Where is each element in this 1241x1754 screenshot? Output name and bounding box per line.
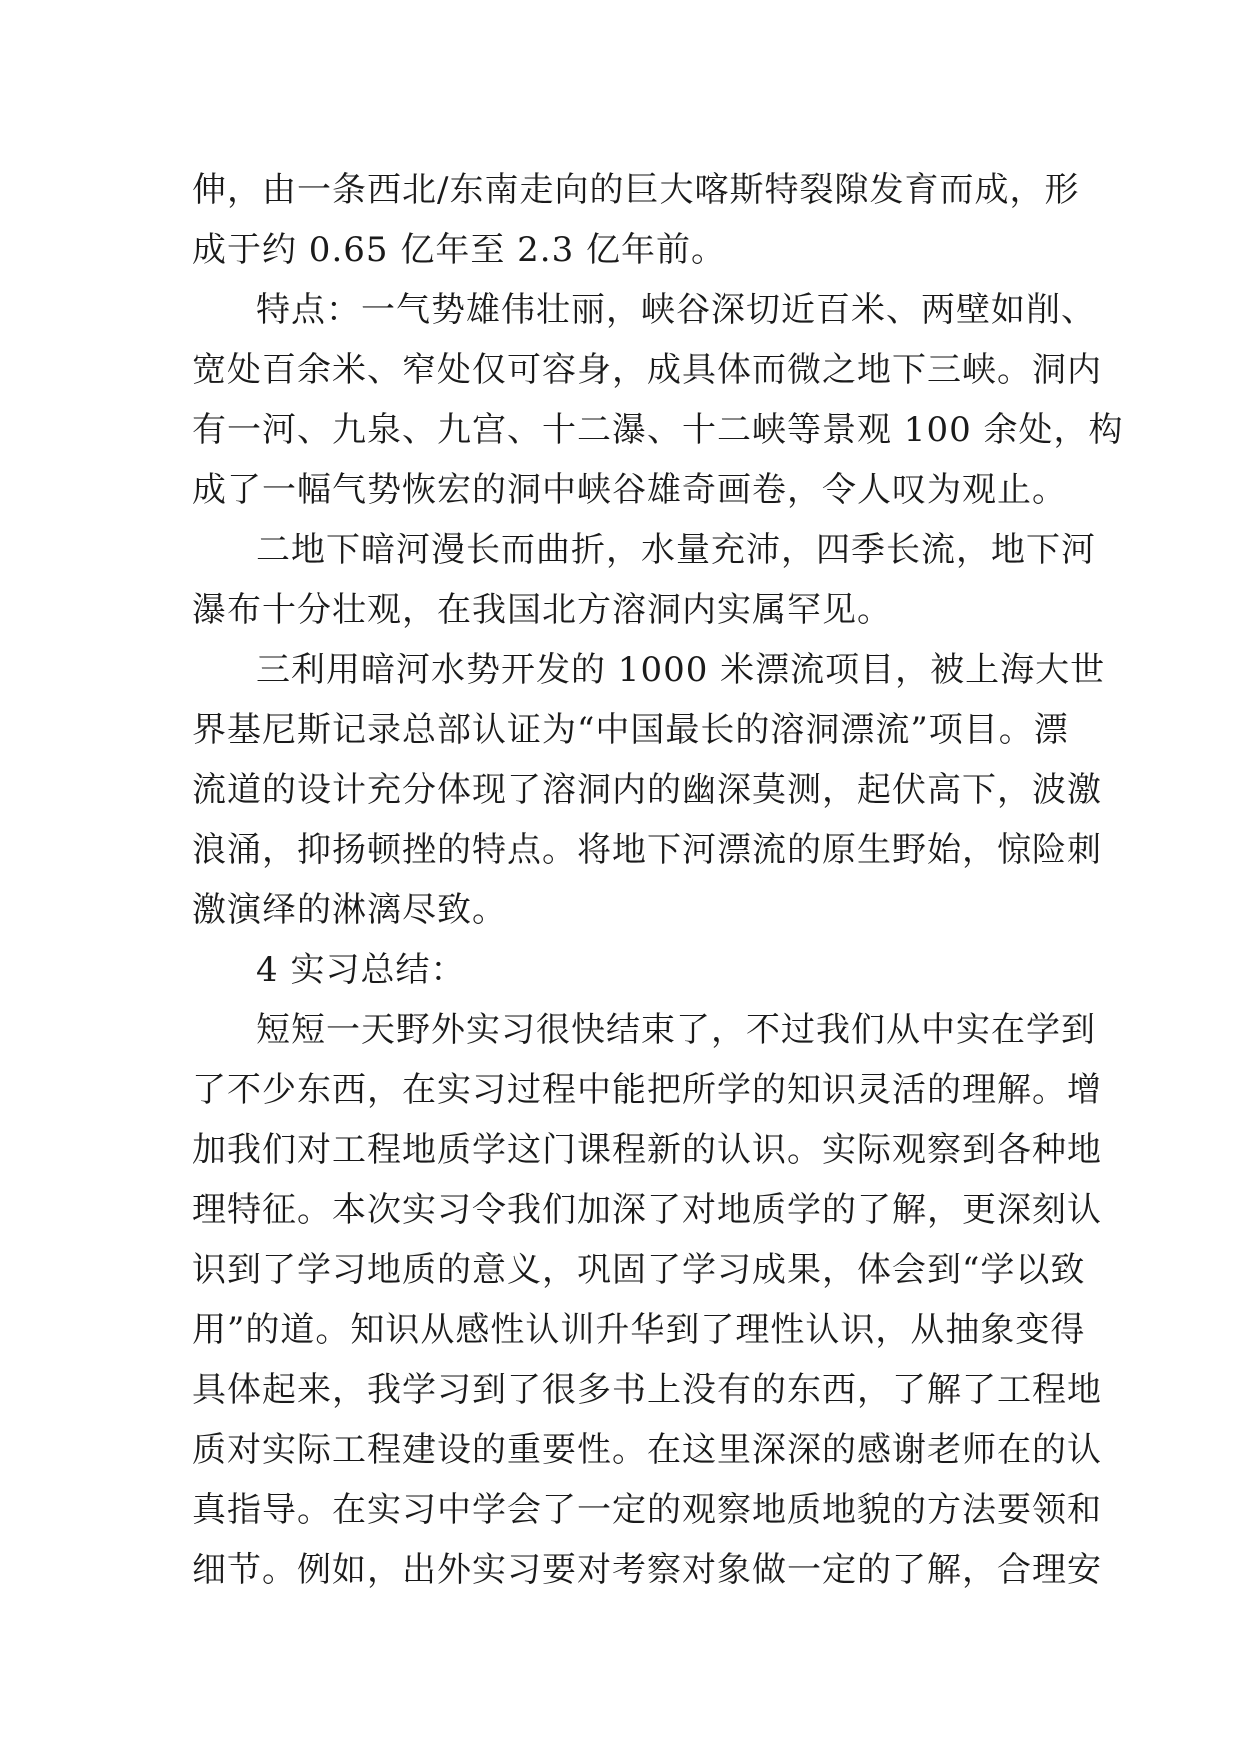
paragraph-start-line: 三利用暗河水势开发的 1000 米漂流项目，被上海大世	[256, 650, 1106, 690]
text-line: 界基尼斯记录总部认证为“中国最长的溶洞漂流”项目。漂	[192, 710, 1069, 750]
text-line: 流道的设计充分体现了溶洞内的幽深莫测，起伏高下，波激	[192, 770, 1102, 810]
text-line: 成于约 0.65 亿年至 2.3 亿年前。	[192, 230, 727, 270]
text-line: 质对实际工程建设的重要性。在这里深深的感谢老师在的认	[192, 1430, 1102, 1470]
text-line: 伸，由一条西北/东南走向的巨大喀斯特裂隙发育而成，形	[192, 170, 1080, 210]
text-line: 识到了学习地质的意义，巩固了学习成果，体会到“学以致	[192, 1250, 1086, 1290]
text-line: 真指导。在实习中学会了一定的观察地质地貌的方法要领和	[192, 1490, 1102, 1530]
text-line: 理特征。本次实习令我们加深了对地质学的了解，更深刻认	[192, 1190, 1102, 1230]
paragraph-start-line: 二地下暗河漫长而曲折，水量充沛，四季长流，地下河	[256, 530, 1096, 570]
text-line: 了不少东西，在实习过程中能把所学的知识灵活的理解。增	[192, 1070, 1102, 1110]
text-line: 具体起来，我学习到了很多书上没有的东西，了解了工程地	[192, 1370, 1102, 1410]
text-line: 瀑布十分壮观，在我国北方溶洞内实属罕见。	[192, 590, 892, 630]
paragraph-start-line: 特点：一气势雄伟壮丽，峡谷深切近百米、两壁如削、	[256, 290, 1096, 330]
section-heading: 4 实习总结：	[256, 950, 466, 990]
text-line: 激演绎的淋漓尽致。	[192, 890, 507, 930]
text-line: 用”的道。知识从感性认训升华到了理性认识，从抽象变得	[192, 1310, 1086, 1350]
text-line: 浪涌，抑扬顿挫的特点。将地下河漂流的原生野始，惊险刺	[192, 830, 1102, 870]
text-line: 宽处百余米、窄处仅可容身，成具体而微之地下三峡。洞内	[192, 350, 1102, 390]
text-line: 加我们对工程地质学这门课程新的认识。实际观察到各种地	[192, 1130, 1102, 1170]
text-line: 细节。例如，出外实习要对考察对象做一定的了解，合理安	[192, 1550, 1102, 1590]
paragraph-start-line: 短短一天野外实习很快结束了，不过我们从中实在学到	[256, 1010, 1096, 1050]
text-line: 有一河、九泉、九宫、十二瀑、十二峡等景观 100 余处，构	[192, 410, 1124, 450]
document-body	[192, 160, 1124, 1600]
text-line: 成了一幅气势恢宏的洞中峡谷雄奇画卷，令人叹为观止。	[192, 470, 1067, 510]
